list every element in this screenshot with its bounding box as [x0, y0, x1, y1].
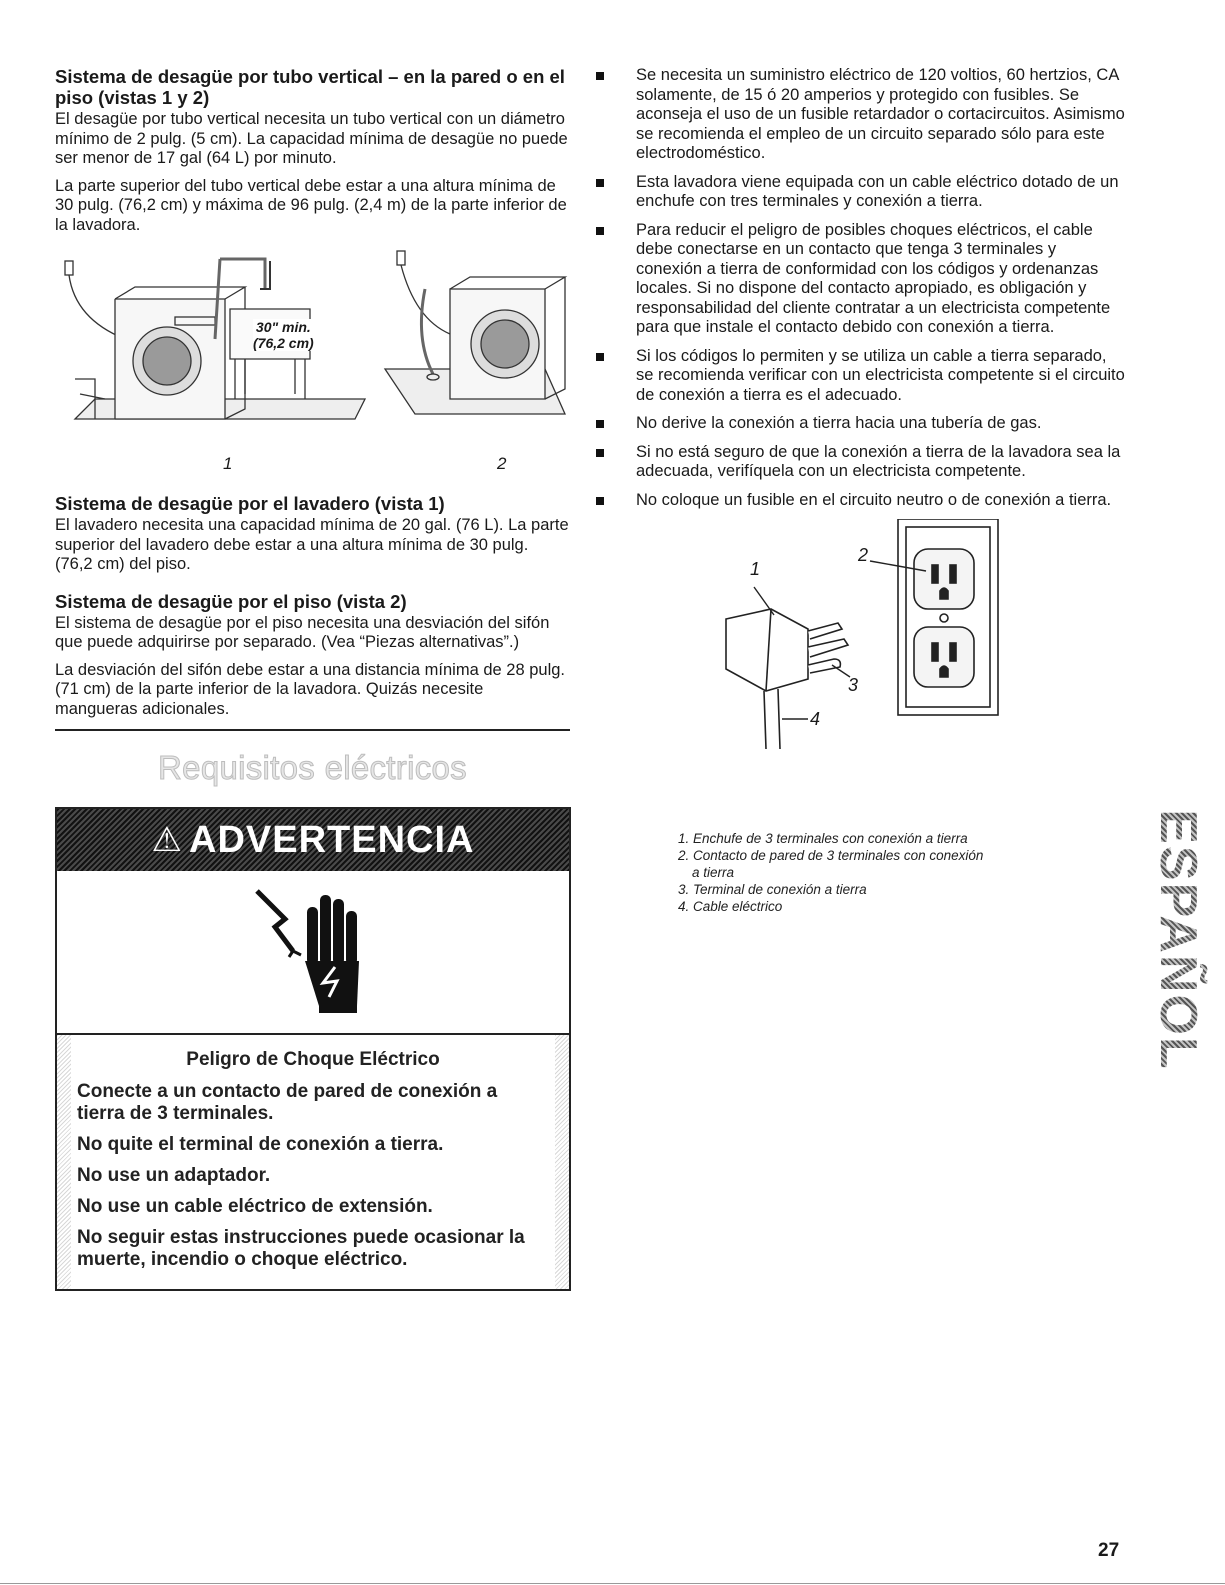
- laundry-tub-paragraph: El lavadero necesita una capacidad mínima de 20 gal. (76 L). La parte superior del lavadero debe estar a una altura mínima de 30 pulg. (76,2 cm) del piso.: [55, 516, 569, 573]
- legend-item-2: 2. Contacto de pared de 3 terminales con conexión: [678, 848, 984, 863]
- warning-line-1: Conecte a un contacto de pared de conexión a tierra de 3 terminales.: [77, 1081, 498, 1124]
- electrical-requirements-list: [596, 66, 1126, 510]
- laundry-tub-heading: Sistema de desagüe por el lavadero (vista 1): [55, 493, 445, 514]
- warning-triangle-icon: ⚠: [151, 821, 183, 859]
- height-callout: [253, 319, 314, 351]
- list-item: Si los códigos lo permiten y se utiliza un cable a tierra separado, se recomienda verificar con un electricista competente si el circuito de conexión a tierra es el adecuado.: [596, 347, 1126, 406]
- right-column: [596, 66, 1126, 749]
- view-2-illustration: [385, 251, 565, 414]
- figure-number-1: 1: [223, 454, 233, 473]
- warning-box: [55, 807, 571, 1291]
- floor-drain-paragraph-2: La desviación del sifón debe estar a una distancia mínima de 28 pulg. (71 cm) de la parte inferior de la lavadora. Quizás necesite mangueras adicionales.: [55, 660, 565, 718]
- callout-3: 3: [848, 675, 859, 695]
- left-column: [55, 66, 570, 1291]
- wall-outlet-2-icon: [397, 251, 405, 265]
- standpipe-paragraph-2: La parte superior del tubo vertical debe estar a una altura mínima de 30 pulg. (76,2 cm) y máxima de 96 pulg. (2,4 m) de la parte inferior de la lavadora.: [55, 176, 567, 234]
- list-item: Para reducir el peligro de posibles choques eléctricos, el cable debe conectarse en un contacto que tenga 3 terminales y conexión a tierra de conformidad con los códigos y ordenanzas locales. Si no dispone del contacto apropiado, es obligación y responsabilidad del cliente contratar a un electricista competente para que instale el contacto debido con conexión a tierra.: [596, 221, 1126, 338]
- legend-item-2-cont: a tierra: [692, 865, 735, 880]
- legend-item-1: 1. Enchufe de 3 terminales con conexión a tierra: [678, 831, 968, 846]
- height-callout-imperial: 30" min.: [255, 319, 311, 335]
- view-1-illustration: [65, 259, 365, 419]
- warning-line-4: No use un cable eléctrico de extensión.: [77, 1196, 433, 1217]
- wall-outlet-icon: [898, 519, 998, 715]
- language-side-tab-label: ESPAÑOL: [1149, 809, 1208, 1071]
- warning-line-2: No quite el terminal de conexión a tierra.: [77, 1134, 444, 1155]
- bottom-rule: [0, 1583, 1225, 1584]
- standpipe-paragraph-1: El desagüe por tubo vertical necesita un tubo vertical con un diámetro mínimo de 2 pulg. (5 cm). La capacidad mínima de desagüe no puede ser menor de 17 gal (64 L) por minuto.: [55, 110, 568, 167]
- section-divider: [55, 729, 570, 731]
- outlet-figure: [596, 519, 1126, 749]
- callout-1: 1: [750, 559, 761, 579]
- section-title: Requisitos eléctricos: [158, 749, 467, 786]
- floor-drain-heading: Sistema de desagüe por el piso (vista 2): [55, 590, 407, 612]
- list-item: No coloque un fusible en el circuito neutro o de conexión a tierra.: [596, 491, 1126, 511]
- warning-header: [57, 809, 569, 871]
- callout-2: 2: [858, 545, 869, 565]
- height-callout-metric: (76,2 cm): [253, 335, 314, 351]
- figure-legend: [678, 830, 983, 915]
- legend-item-3: 3. Terminal de conexión a tierra: [678, 882, 867, 897]
- warning-graphic: [57, 871, 569, 1035]
- list-item: Se necesita un suministro eléctrico de 120 voltios, 60 hertzios, CA solamente, de 15 ó 20 amperios y protegido con fusibles. Se aconseja el uso de un fusible retardador o cortacircuitos. Asimismo se recomienda el empleo de un circuito separado sólo para este electrodoméstico.: [596, 66, 1126, 164]
- warning-line-3: No use un adaptador.: [77, 1165, 271, 1186]
- wall-outlet-1-icon: [65, 261, 73, 275]
- drain-figures: [55, 249, 570, 479]
- page-number: 27: [1098, 1540, 1120, 1561]
- warning-text: [57, 1035, 569, 1289]
- list-item: Si no está seguro de que la conexión a tierra de la lavadora sea la adecuada, verifíquela con un electricista competente.: [596, 443, 1126, 482]
- callout-4: 4: [810, 709, 821, 729]
- warning-line-5: No seguir estas instrucciones puede ocasionar la muerte, incendio o choque eléctrico.: [77, 1227, 525, 1270]
- plug-icon: [726, 609, 848, 749]
- standpipe-heading: Sistema de desagüe por tubo vertical – en la pared o en el piso (vistas 1 y 2): [55, 66, 565, 108]
- electric-shock-hand-icon: [57, 871, 565, 1031]
- warning-header-label: ADVERTENCIA: [189, 818, 475, 861]
- floor-drain-paragraph-1: El sistema de desagüe por el piso necesita una desviación del sifón que puede adquirirse por separado. (Vea “Piezas alternativas”.): [55, 613, 550, 651]
- figure-number-2: 2: [497, 454, 507, 473]
- list-item: Esta lavadora viene equipada con un cable eléctrico dotado de un enchufe con tres terminales y conexión a tierra.: [596, 173, 1126, 212]
- language-side-tab: [1148, 809, 1208, 1071]
- legend-item-4: 4. Cable eléctrico: [678, 899, 783, 914]
- warning-title: Peligro de Choque Eléctrico: [186, 1049, 440, 1070]
- list-item: No derive la conexión a tierra hacia una tubería de gas.: [596, 414, 1126, 434]
